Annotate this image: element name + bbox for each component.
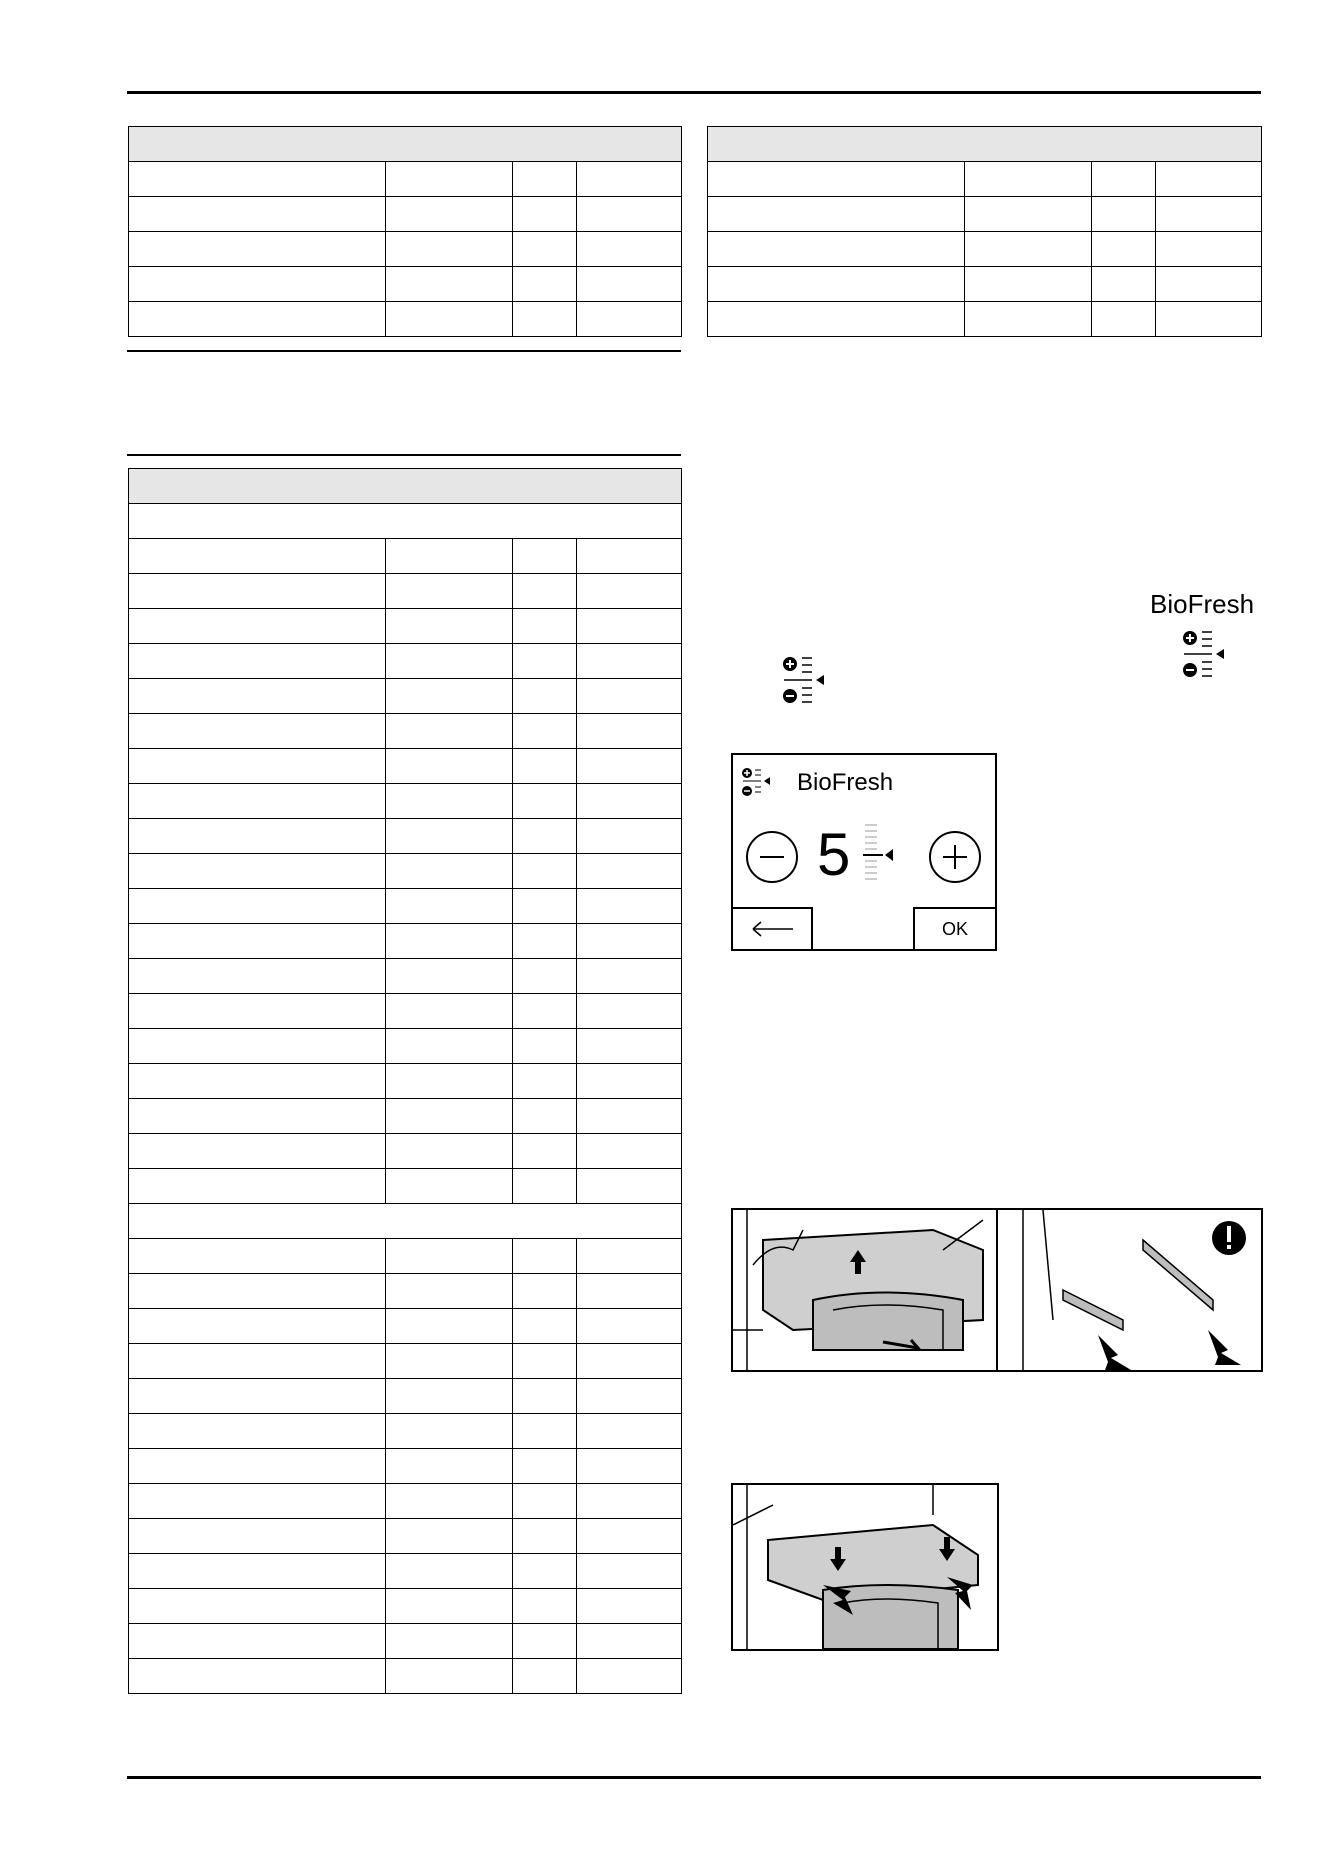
arrow-left-icon bbox=[733, 909, 811, 949]
table-row bbox=[129, 162, 682, 197]
table-row bbox=[129, 819, 682, 854]
table-row bbox=[708, 267, 1262, 302]
table-row bbox=[129, 994, 682, 1029]
display-screen bbox=[731, 753, 997, 951]
table-row bbox=[129, 1484, 682, 1519]
table-row bbox=[708, 232, 1262, 267]
table-row bbox=[129, 679, 682, 714]
table-row bbox=[129, 1029, 682, 1064]
table-row bbox=[129, 1659, 682, 1694]
table-row bbox=[129, 609, 682, 644]
ok-button[interactable] bbox=[913, 907, 995, 949]
table-row bbox=[129, 924, 682, 959]
table-row bbox=[129, 267, 682, 302]
table-row bbox=[129, 1554, 682, 1589]
section-rule bbox=[127, 454, 681, 456]
table-row bbox=[129, 1309, 682, 1344]
table-row bbox=[129, 784, 682, 819]
table-row bbox=[129, 1624, 682, 1659]
table-top-left bbox=[128, 126, 682, 337]
table-row bbox=[129, 1274, 682, 1309]
table-main bbox=[128, 468, 682, 1694]
table-row bbox=[708, 162, 1262, 197]
table-row bbox=[129, 1169, 682, 1204]
footer-rule bbox=[127, 1776, 1261, 1779]
table-row bbox=[708, 302, 1262, 337]
table-row bbox=[129, 232, 682, 267]
level-value: 5 bbox=[817, 821, 851, 888]
table-row bbox=[129, 1589, 682, 1624]
table-row bbox=[129, 1099, 682, 1134]
table-row bbox=[129, 1379, 682, 1414]
table-row bbox=[129, 574, 682, 609]
table-row bbox=[129, 854, 682, 889]
table-row bbox=[129, 539, 682, 574]
table-row bbox=[708, 197, 1262, 232]
table-row bbox=[129, 1449, 682, 1484]
temperature-scale-icon bbox=[1180, 628, 1230, 686]
table-row bbox=[129, 1134, 682, 1169]
table-row bbox=[129, 1064, 682, 1099]
table-row bbox=[129, 1239, 682, 1274]
table-row bbox=[129, 197, 682, 232]
table-row bbox=[129, 1519, 682, 1554]
temperature-scale-icon bbox=[741, 767, 777, 803]
table-row bbox=[129, 1344, 682, 1379]
table-row bbox=[129, 1414, 682, 1449]
table-row bbox=[129, 714, 682, 749]
plus-button[interactable] bbox=[929, 831, 981, 883]
table-row bbox=[129, 959, 682, 994]
header-rule bbox=[127, 91, 1261, 94]
ok-label: OK bbox=[941, 919, 968, 939]
biofresh-label: BioFresh bbox=[1150, 589, 1255, 619]
level-scale-icon bbox=[861, 821, 905, 887]
table-row bbox=[129, 302, 682, 337]
table-row bbox=[129, 889, 682, 924]
table-top-right bbox=[707, 126, 1262, 337]
screen-title: BioFresh bbox=[797, 769, 894, 796]
table-row bbox=[129, 644, 682, 679]
back-button[interactable] bbox=[733, 907, 813, 949]
drawer-removal-illustration bbox=[731, 1208, 1263, 1372]
minus-button[interactable] bbox=[746, 831, 798, 883]
drawer-insertion-illustration bbox=[731, 1483, 999, 1651]
section-rule bbox=[127, 350, 681, 352]
table-row bbox=[129, 749, 682, 784]
temperature-scale-icon bbox=[780, 654, 830, 712]
